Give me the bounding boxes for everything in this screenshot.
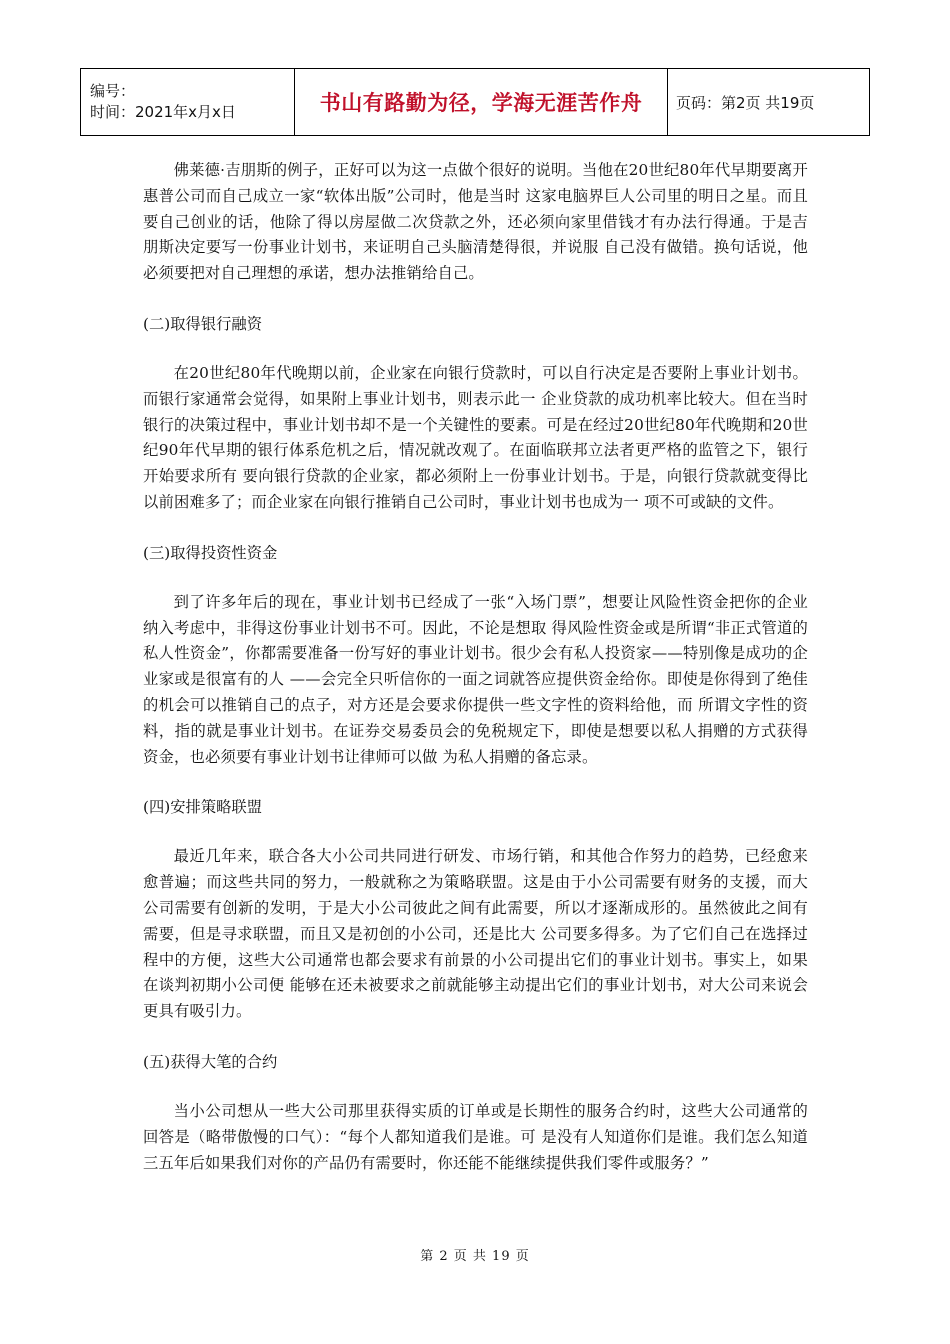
page-header: [80, 68, 870, 136]
document-date: 时间：2021年x月x日: [90, 103, 236, 121]
header-motto-cell: [295, 69, 668, 136]
page-footer: 第 2 页 共 19 页: [420, 1249, 530, 1264]
document-number: 编号：: [90, 82, 136, 100]
strategic-alliance-paragraph: 最近几年来，联合各大小公司共同进行研发、市场行销，和其他合作努力的趋势，已经愈来愈普遍；而这些共同的努力，一般就称之为策略联盟。这是由于小公司需要有财务的支援，而大公司需要有创新的发明，于是大小公司彼此之间有此需要，所以才逐渐成形的。虽然彼此之间有需要，但是寻求联盟，而且又是初创的小公司，还是比大 公司要多得多。为了它们自己在选择过程中的方便，这些大公司通常也都会要求有前景的小公司提出它们的事业计划书。事实上，如果在谈判初期小公司便 能够在还未被要求之前就能够主动提出它们的事业计划书，对大公司来说会更具有吸引力。: [143, 847, 808, 1021]
document-body: [143, 158, 808, 1202]
intro-paragraph: 佛莱德·吉朋斯的例子，正好可以为这一点做个很好的说明。当他在20世纪80年代早期要离开惠普公司而自己成立一家“软体出版”公司时，他是当时 这家电脑界巨人公司里的明日之星。而且要自己创业的话，他除了得以房屋做二次贷款之外，还必须向家里借钱才有办法行得通。于是吉朋斯决定要写一份事业计划书，来证明自己头脑清楚得很，并说服 自己没有做错。换句话说，他必须要把对自己理想的承诺，想办法推销给自己。: [143, 161, 808, 283]
investment-funds-paragraph: 到了许多年后的现在，事业计划书已经成了一张“入场门票”，想要让风险性资金把你的企业纳入考虑中，非得这份事业计划书不可。因此，不论是想取 得风险性资金或是所谓“非正式管道的私人性资金”，你都需要准备一份写好的事业计划书。很少会有私人投资家——特别像是成功的企业家或是很富有的人 ——会完全只听信你的一面之词就答应提供资金给你。即使是你得到了绝佳的机会可以推销自己的点子，对方还是会要求你提供一些文字性的资料给他，而 所谓文字性的资料，指的就是事业计划书。在证券交易委员会的免税规定下，即使是想要以私人捐赠的方式获得资金，也必须要有事业计划书让律师可以做 为私人捐赠的备忘录。: [143, 592, 808, 766]
header-meta: [81, 69, 295, 136]
section-heading-large-contracts: (五)获得大笔的合约: [143, 1052, 278, 1071]
bank-financing-paragraph: 在20世纪80年代晚期以前，企业家在向银行贷款时，可以自行决定是否要附上事业计划书。而银行家通常会觉得，如果附上事业计划书，则表示此一 企业贷款的成功机率比较大。但在当时银行的决策过程中，事业计划书却不是一个关键性的要素。可是在经过20世纪80年代晚期和20世纪90年代早期的银行体系危机之后，情况就改观了。在面临联邦立法者更严格的监管之下，银行开始要求所有 要向银行贷款的企业家，都必须附上一份事业计划书。于是，向银行贷款就变得比以前困难多了；而企业家在向银行推销自己公司时，事业计划书也成为一 项不可或缺的文件。: [143, 363, 808, 511]
large-contracts-paragraph: 当小公司想从一些大公司那里获得实质的订单或是长期性的服务合约时，这些大公司通常的回答是（略带傲慢的口气）：“每个人都知道我们是谁。可 是没有人知道你们是谁。我们怎么知道三五年后如果我们对你的产品仍有需要时，你还能不能继续提供我们零件或服务？”: [143, 1101, 808, 1172]
header-page-code: 页码：第2页 共19页: [668, 69, 870, 136]
header-motto: 书山有路勤为径，学海无涯苦作舟: [319, 91, 643, 115]
section-heading-strategic-alliance: (四)安排策略联盟: [143, 798, 263, 817]
section-heading-investment-funds: (三)取得投资性资金: [143, 543, 278, 562]
section-heading-bank-financing: (二)取得银行融资: [143, 314, 263, 333]
